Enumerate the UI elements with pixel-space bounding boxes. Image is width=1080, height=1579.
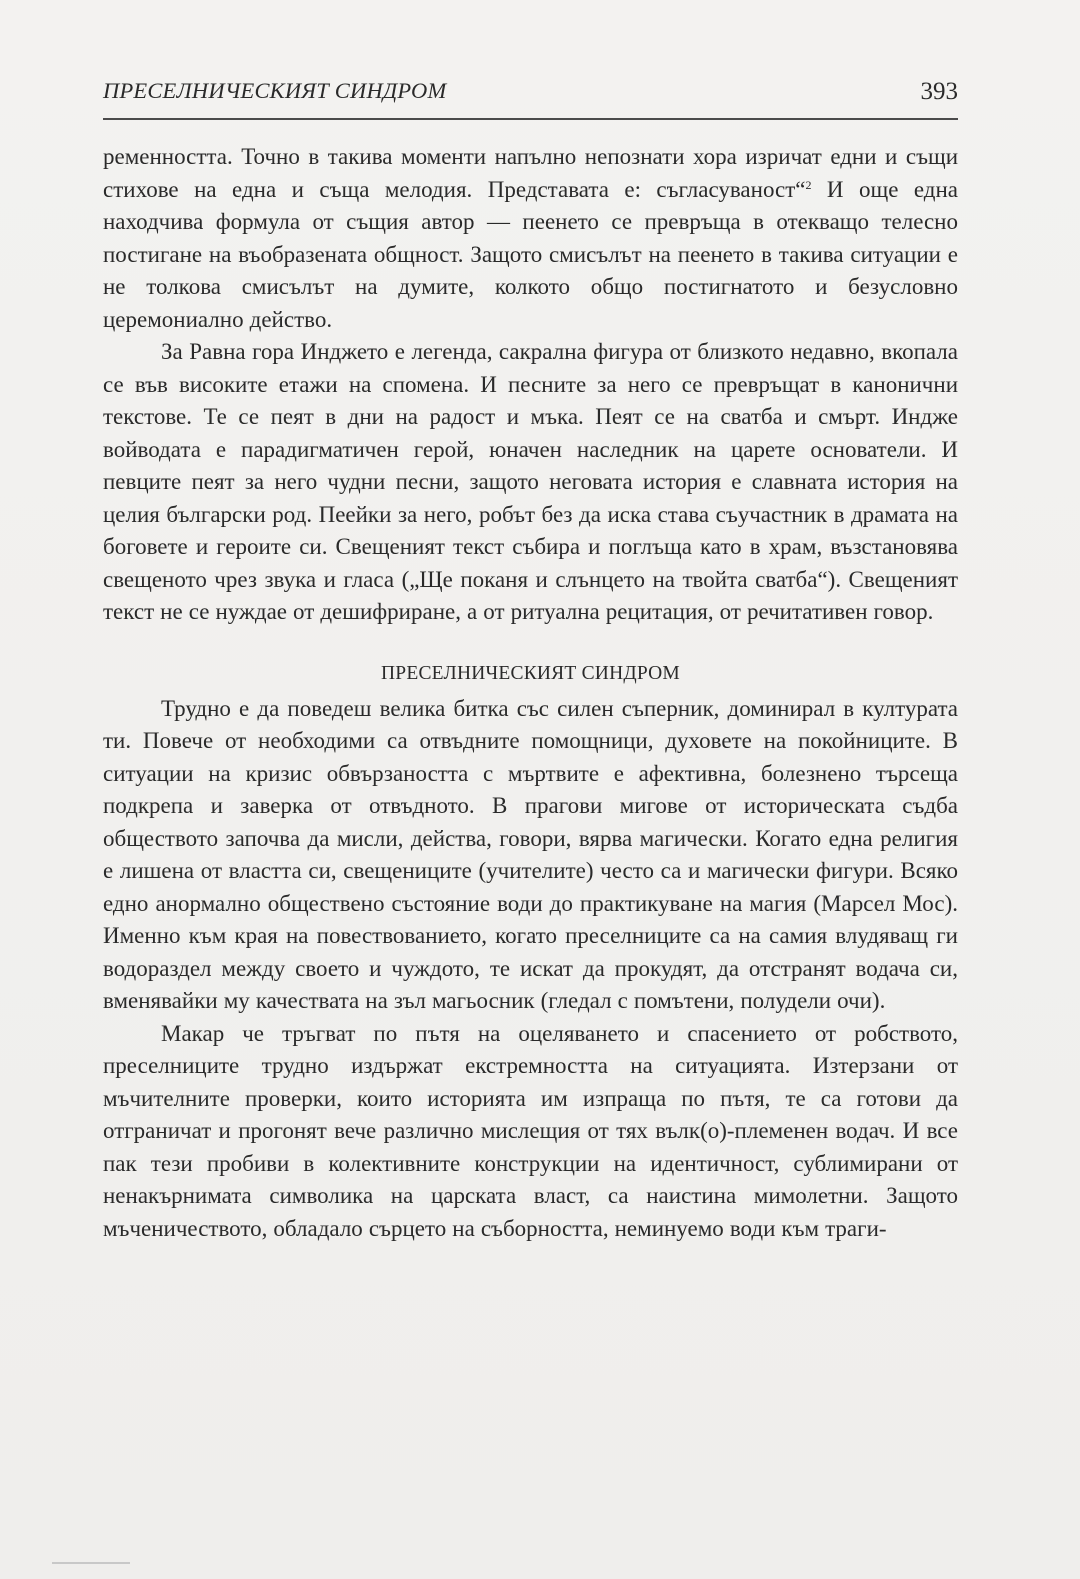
running-header	[103, 78, 958, 118]
paragraph-3: Трудно е да поведеш велика битка със силен съперник, доминирал в културата ти. Повече от необходими са отвъдните помощници, духовете на покойниците. В ситуации на кризис обвързаността с мъртвите е афективна, болезнено търсеща подкрепа и заверка от отвъдното. В прагови мигове от историческата съдба обществото започва да мисли, действа, говори, вярва магически. Когато една религия е лишена от властта си, свещениците (учителите) често са и магически фигури. Всяко едно анормално обществено състояние води до практикуване на магия (Марсел Мос). Именно към края на повествованието, когато преселниците са на самия влудяващ ги водораздел между своето и чуждото, те искат да прокудят, да отстранят водача си, вменявайки му качествата на зъл магьосник (гледал с помътени, полудели очи).	[103, 695, 958, 1013]
paragraph-2: За Равна гора Инджето е легенда, сакрална фигура от близкото недавно, вкопала се във високите етажи на спомена. И песните за него се превръщат в канонични текстове. Те се пеят в дни на радост и мъка. Пеят се на сватба и смърт. Индже войводата е парадигматичен герой, юначен наследник на царете основатели. И певците пеят за него чудни песни, защото неговата история е славната история на целия български род. Пеейки за него, робът без да иска става съучастник в драмата на боговете и героите си. Свещеният текст събира и поглъща като в храм, възстановява свещеното чрез звука и гласа („Ще поканя и слънцето на твойта сватба“). Свещеният текст не се нуждае от дешифриране, а от ритуална рецитация, от речитативен говор.	[103, 339, 958, 624]
paragraph-1	[103, 141, 958, 336]
bottom-edge-mark	[52, 1562, 130, 1564]
page-content	[103, 141, 958, 1245]
header-rule	[103, 118, 958, 120]
paragraph-1-text-start: ременността. Точно в такива моменти напълно непознати хора изричат едни и същи стихове на една и съща мелодия. Представата е: съгласуваност“	[103, 144, 958, 202]
section-heading: ПРЕСЕЛНИЧЕСКИЯТ СИНДРОМ	[381, 662, 680, 684]
page-number: 393	[920, 78, 958, 105]
paragraph-1-text-end: И още една находчива формула от същия автор — пеенето се превръща в отекващо телесно постигане на въобразената общност. Защото смисълът на пеенето в такива ситуации е не толкова смисълът на думите, колкото общо постигнатото и безусловно церемониално действо.	[103, 176, 958, 332]
footnote-reference: 2	[805, 177, 812, 192]
running-title: ПРЕСЕЛНИЧЕСКИЯТ СИНДРОМ	[103, 78, 447, 103]
paragraph-4: Макар че тръгват по пътя на оцеляването и спасението от робството, преселниците трудно издържат екстремността на ситуацията. Изтерзани от мъчителните проверки, които историята им изпраща по пътя, те са готови да отграничат и прогонят вече различно мислещия от тях вълк(о)-племенен водач. И все пак тези пробиви в колективните конструкции на идентичност, сублимирани от ненакърнимата символика на царската власт, са наистина мимолетни. Защото мъченичеството, обладало сърцето на съборността, неминуемо води към траги-	[103, 1020, 958, 1241]
